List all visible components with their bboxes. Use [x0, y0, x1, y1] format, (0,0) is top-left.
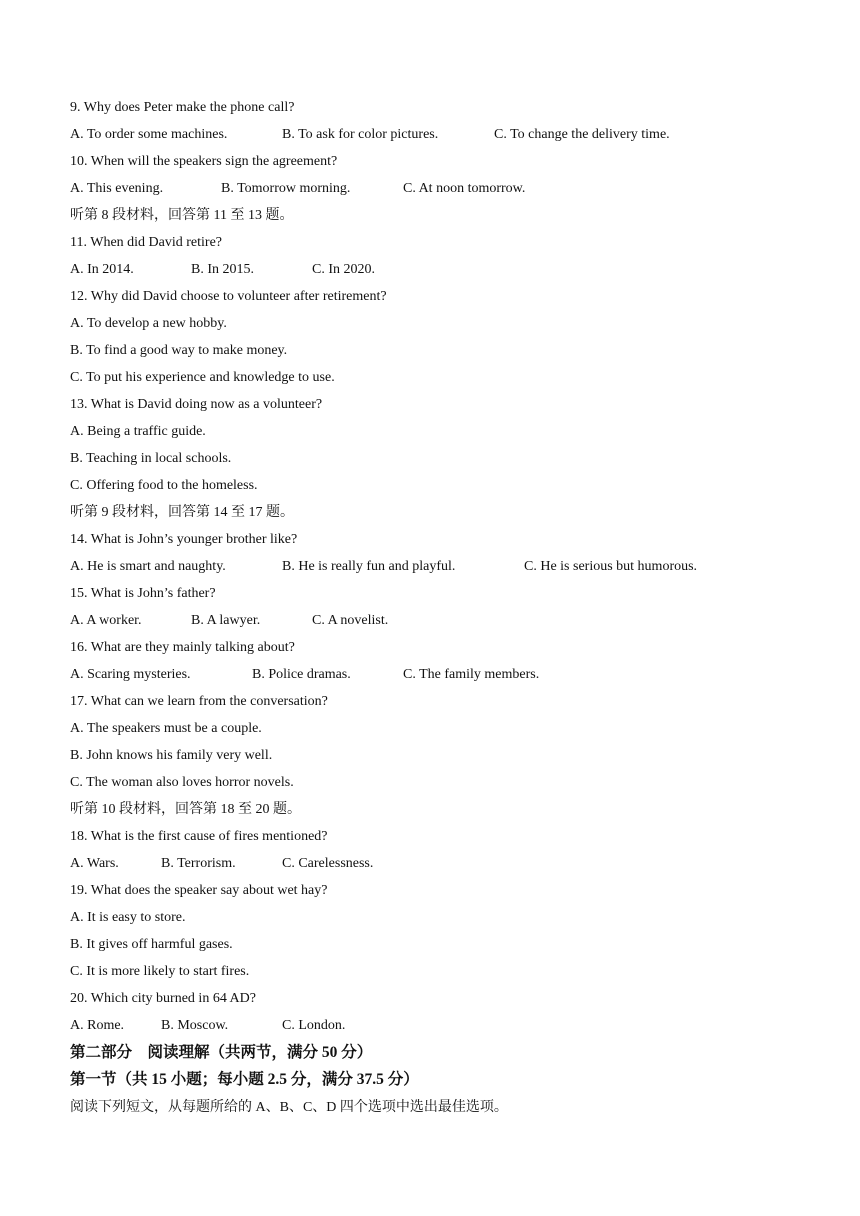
option-17c: C. The woman also loves horror novels. — [70, 775, 294, 790]
option-15c: C. A novelist. — [312, 613, 389, 628]
option-16c: C. The family members. — [403, 667, 540, 682]
option-15a: A. A worker. — [70, 613, 142, 628]
option-16b: B. Police dramas. — [252, 667, 351, 682]
option-19a: A. It is easy to store. — [70, 910, 186, 925]
option-9b: B. To ask for color pictures. — [282, 127, 439, 142]
option-20c: C. London. — [282, 1018, 346, 1033]
question-19: 19. What does the speaker say about wet hay? — [70, 883, 328, 898]
option-9c: C. To change the delivery time. — [494, 127, 670, 142]
option-10c: C. At noon tomorrow. — [403, 181, 526, 196]
question-9: 9. Why does Peter make the phone call? — [70, 100, 295, 115]
option-11c: C. In 2020. — [312, 262, 375, 277]
option-12c: C. To put his experience and knowledge to use. — [70, 370, 335, 385]
part2-instruction: 阅读下列短文，从每题所给的 A、B、C、D 四个选项中选出最佳选项。 — [70, 1100, 508, 1115]
option-19b: B. It gives off harmful gases. — [70, 937, 233, 952]
option-16a: A. Scaring mysteries. — [70, 667, 191, 682]
option-14b: B. He is really fun and playful. — [282, 559, 456, 574]
question-16: 16. What are they mainly talking about? — [70, 640, 295, 655]
part2-title: 第二部分 阅读理解（共两节，满分 50 分） — [70, 1044, 373, 1061]
option-12a: A. To develop a new hobby. — [70, 316, 227, 331]
question-12: 12. Why did David choose to volunteer after retirement? — [70, 289, 387, 304]
section-heading-8: 听第 8 段材料，回答第 11 至 13 题。 — [70, 208, 294, 223]
question-13: 13. What is David doing now as a volunteer? — [70, 397, 323, 412]
option-14a: A. He is smart and naughty. — [70, 559, 226, 574]
question-17: 17. What can we learn from the conversation? — [70, 694, 328, 709]
option-12b: B. To find a good way to make money. — [70, 343, 288, 358]
option-17a: A. The speakers must be a couple. — [70, 721, 262, 736]
option-13b: B. Teaching in local schools. — [70, 451, 232, 466]
section-heading-10: 听第 10 段材料，回答第 18 至 20 题。 — [70, 802, 301, 817]
question-11: 11. When did David retire? — [70, 235, 223, 250]
option-20b: B. Moscow. — [161, 1018, 229, 1033]
option-18c: C. Carelessness. — [282, 856, 374, 871]
question-20: 20. Which city burned in 64 AD? — [70, 991, 256, 1006]
option-15b: B. A lawyer. — [191, 613, 261, 628]
option-13a: A. Being a traffic guide. — [70, 424, 206, 439]
option-19c: C. It is more likely to start fires. — [70, 964, 250, 979]
option-9a: A. To order some machines. — [70, 127, 228, 142]
option-18a: A. Wars. — [70, 856, 119, 871]
question-18: 18. What is the first cause of fires mentioned? — [70, 829, 328, 844]
option-13c: C. Offering food to the homeless. — [70, 478, 258, 493]
section-heading-9: 听第 9 段材料，回答第 14 至 17 题。 — [70, 505, 294, 520]
option-10a: A. This evening. — [70, 181, 164, 196]
option-11b: B. In 2015. — [191, 262, 254, 277]
option-11a: A. In 2014. — [70, 262, 134, 277]
option-18b: B. Terrorism. — [161, 856, 236, 871]
question-10: 10. When will the speakers sign the agreement? — [70, 154, 338, 169]
option-17b: B. John knows his family very well. — [70, 748, 273, 763]
question-14: 14. What is John’s younger brother like? — [70, 532, 298, 547]
question-15: 15. What is John’s father? — [70, 586, 216, 601]
option-10b: B. Tomorrow morning. — [221, 181, 351, 196]
part2-section1-title: 第一节（共 15 小题；每小题 2.5 分，满分 37.5 分） — [70, 1071, 419, 1088]
option-20a: A. Rome. — [70, 1018, 125, 1033]
option-14c: C. He is serious but humorous. — [524, 559, 698, 574]
